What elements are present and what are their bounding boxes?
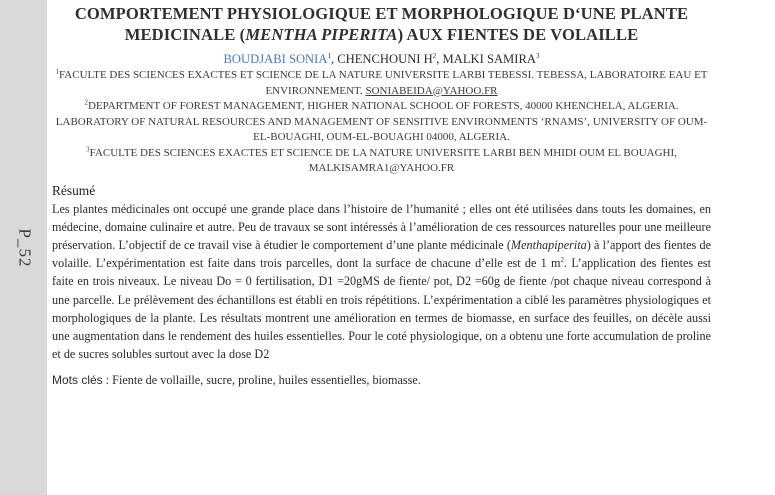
abstract-unit-exponent: 2 [560, 256, 565, 265]
abstract-part-3: . L’application des fientes est faite en trois niveaux. Le niveau Do = 0 fertilisation, D1 =20gMS de fiente/ pot, D2 =60g de fiente /pot chaque niveau correspond à une parcelle. Le prélèvement des échantillons est établi en trois répétitions. L’expérimentation a ciblé les paramètres physiologiques et morphologiques de la plante. Les résultats montrent une amélioration en termes de biomasse, en surface des feuilles, on décèle aussi une augmentation dans le rendement des huiles essentielles. Pour le coté physiologique, on a obtenu une forte accumulation de proline et de sucres solubles surtout avec la dose D2 [52, 256, 711, 362]
author-2-affil: 2 [432, 51, 437, 60]
abstract-part-1: Les plantes médicinales ont occupé une grande place dans l’histoire de l’humanité ; elles ont été utilisées dans touts les domaines, en médecine, domaine culinaire et autre. Peu de travaux se sont intéressés à l’amélioration de ces ressources naturelles pour une meilleure préservation. L’objectif de ce travail vise à étudier le comportement d’une plante médicinale ( [52, 201, 711, 252]
page-margin-strip [0, 0, 47, 495]
title-line-1: COMPORTEMENT PHYSIOLOGIQUE ET MORPHOLOGIQUE D‘UNE PLANTE [74, 4, 689, 23]
page-code-label: P_52 [15, 228, 34, 268]
affiliation-1 [52, 68, 711, 99]
affiliation-1-text: FACULTE DES SCIENCES EXACTES ET SCIENCE DE LA NATURE UNIVERSITE LARBI TEBESSI. TEBESSA, LABORATOIRE EAU ET ENVIRONNEMENT. [58, 69, 708, 97]
keywords-label: Mots clés [52, 373, 103, 388]
paper-title [52, 3, 711, 45]
affiliation-2b [52, 115, 711, 146]
title-line-2-post: ) AUX FIENTES DE VOLAILLE [397, 25, 639, 44]
affiliation-2-marker: 2 [84, 98, 88, 107]
keywords-text: Fiente de vollaille, sucre, proline, huiles essentielles, biomasse. [112, 373, 421, 388]
title-line-2-pre: MEDICINALE ( [124, 25, 246, 44]
author-3-affil: 3 [535, 51, 540, 60]
author-3: , MALKI SAMIRA [436, 52, 536, 66]
affiliation-1-marker: 1 [55, 67, 59, 76]
abstract-heading: Résumé [52, 182, 96, 198]
author-2: , CHENCHOUNI H [330, 52, 433, 66]
author-list [52, 51, 711, 68]
page-code [10, 218, 38, 278]
abstract-species: Menthapiperita [510, 237, 587, 252]
author-1-affil: 1 [327, 51, 331, 60]
affiliation-3-marker: 3 [86, 144, 90, 153]
keywords [52, 372, 711, 388]
title-species: MENTHA PIPERITA [245, 25, 398, 44]
affiliation-3 [52, 146, 711, 177]
author-1: BOUDJABI SONIA [223, 52, 328, 66]
affiliation-2-text: DEPARTMENT OF FOREST MANAGEMENT, HIGHER NATIONAL SCHOOL OF FORESTS, 40000 KHENCHELA, ALGERIA. [87, 100, 679, 112]
email-link[interactable]: SONIABEIDA@YAHOO.FR [365, 84, 498, 97]
affiliation-2b-text: LABORATORY OF NATURAL RESOURCES AND MANAGEMENT OF SENSITIVE ENVIRONMENTS ‘RNAMS’, UNIVERSITY OF OUM-EL-BOUAGHI, OUM-EL-BOUAGHI 04000, ALGERIA. [55, 115, 708, 143]
keywords-separator: : [102, 373, 113, 388]
affiliation-3-text: FACULTE DES SCIENCES EXACTES ET SCIENCE DE LA NATURE UNIVERSITE LARBI BEN MHIDI OUM EL BOUAGHI, MALKISAMRA1@YAHOO.FR [89, 146, 677, 174]
affiliation-2 [52, 99, 711, 115]
abstract-body [52, 200, 711, 364]
paper-header [52, 3, 711, 388]
abstract-part-2: ) à l’apport des fientes de volaille. L’expérimentation est faite dans trois parcelles, dont la surface de chacune d’elle est de 1 m [52, 237, 711, 271]
